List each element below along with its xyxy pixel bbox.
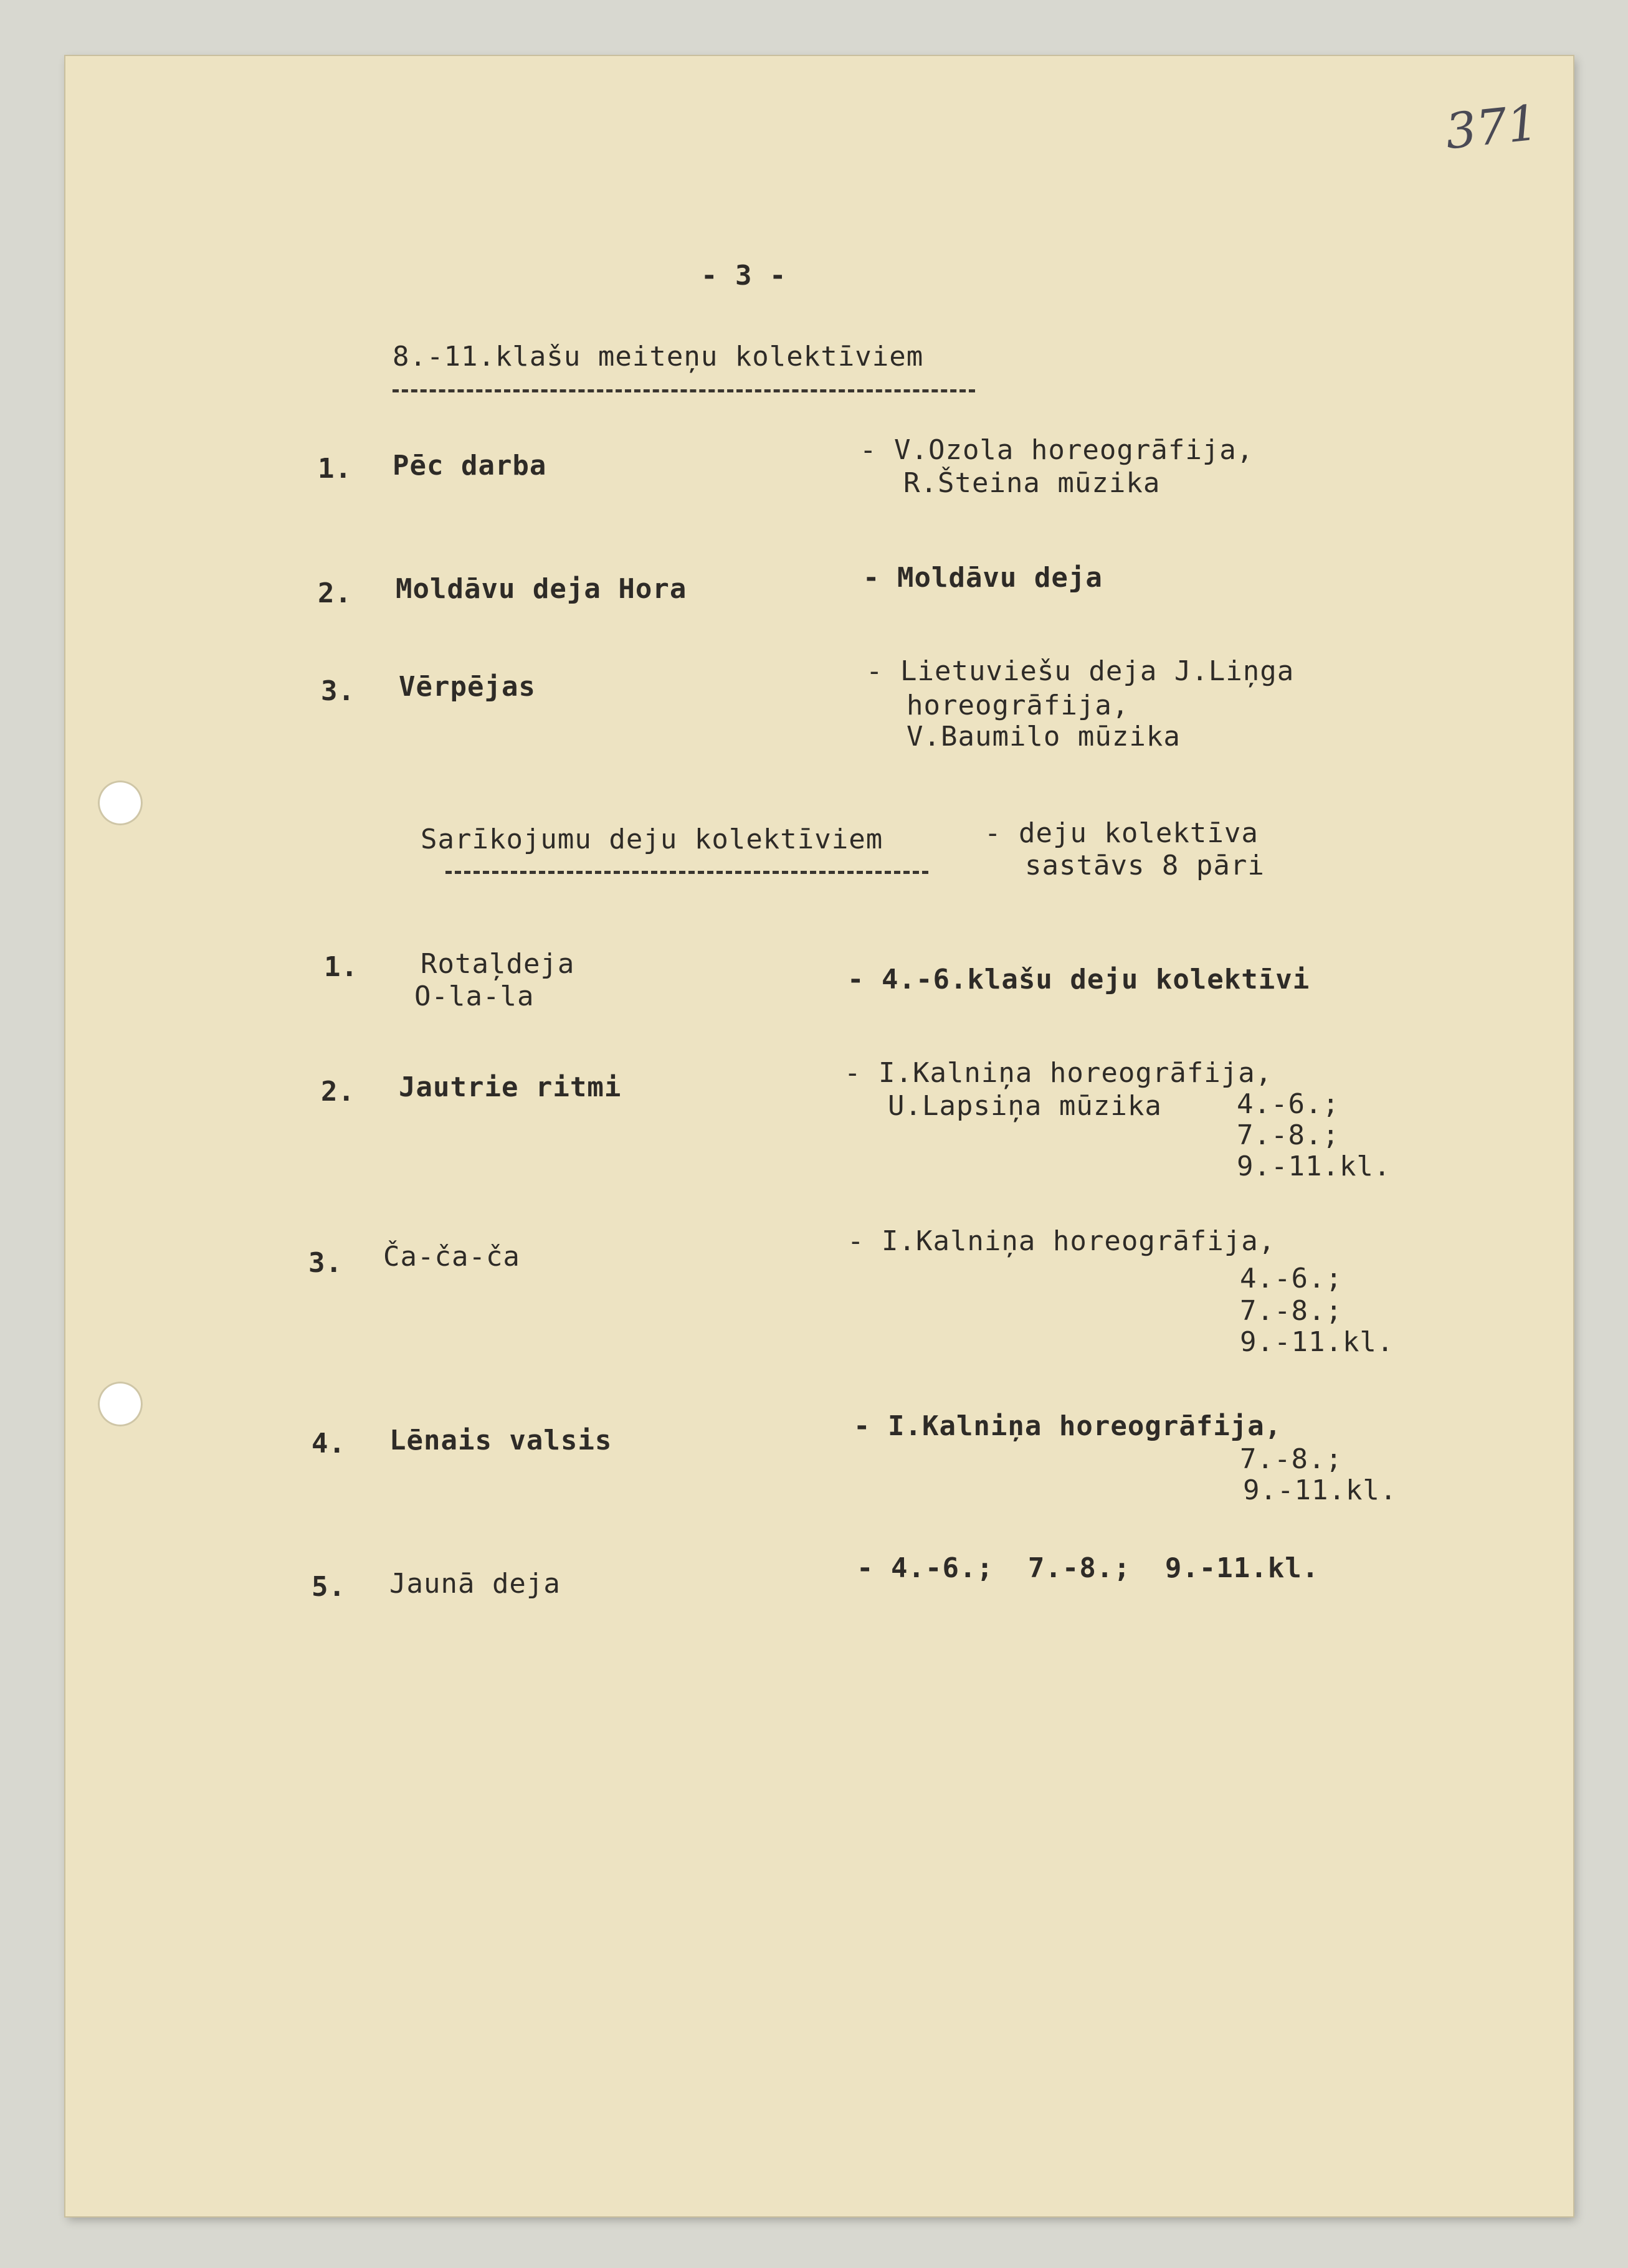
punch-hole-bottom [98, 1382, 143, 1426]
s1-item1-title: Pēc darba [393, 450, 547, 482]
s2-item1-desc-1: - 4.-6.klašu deju kolektīvi [847, 964, 1310, 995]
section2-heading-underline [445, 871, 928, 874]
s2-item2-grade-3: 9.-11.kl. [1237, 1151, 1391, 1182]
document-page [65, 56, 1573, 2216]
section1-heading: 8.-11.klašu meiteņu kolektīviem [393, 341, 924, 372]
s2-item3-title-1: Ča-ča-ča [383, 1241, 520, 1273]
s1-item1-desc-1: - V.Ozola horeogrāfija, [860, 434, 1254, 466]
page-number: - 3 - [701, 260, 787, 292]
s1-item2-desc-1: - Moldāvu deja [863, 562, 1103, 594]
s2-item1-title-1: Rotaļdeja [421, 948, 575, 980]
s2-item2-grade-1: 4.-6.; [1237, 1088, 1340, 1120]
s2-item5-desc-1: - 4.-6.; 7.-8.; 9.-11.kl. [857, 1552, 1320, 1584]
s2-item4-grade-2: 9.-11.kl. [1243, 1474, 1397, 1506]
s2-item1-num: 1. [324, 951, 358, 983]
s2-item3-grade-2: 7.-8.; [1240, 1295, 1343, 1327]
s2-item5-num: 5. [312, 1571, 346, 1603]
section2-heading: Sarīkojumu deju kolektīviem [421, 823, 883, 855]
s1-item3-num: 3. [321, 675, 355, 707]
s2-item3-grade-3: 9.-11.kl. [1240, 1326, 1394, 1358]
s1-item2-num: 2. [318, 577, 352, 609]
s2-item2-num: 2. [321, 1076, 355, 1108]
s2-item1-title-2: O-la-la [414, 980, 535, 1012]
s2-item4-num: 4. [312, 1428, 346, 1459]
s2-item2-desc-1: - I.Kalniņa horeogrāfija, [844, 1057, 1273, 1089]
s1-item1-num: 1. [318, 453, 352, 485]
s1-item3-desc-2: horeogrāfija, [907, 690, 1130, 721]
s2-item4-desc-1: - I.Kalniņa horeogrāfija, [854, 1410, 1282, 1442]
s2-item5-title-1: Jaunā deja [389, 1568, 561, 1600]
s1-item2-title: Moldāvu deja Hora [396, 573, 687, 605]
s1-item3-desc-3: V.Baumilo mūzika [907, 721, 1181, 752]
s2-item4-grade-1: 7.-8.; [1240, 1443, 1343, 1475]
s2-item2-title-1: Jautrie ritmi [399, 1071, 622, 1103]
section2-note-2: sastāvs 8 pāri [1025, 850, 1265, 881]
s1-item3-title: Vērpējas [399, 671, 536, 703]
s1-item3-desc-1: - Lietuviešu deja J.Liņga [866, 655, 1295, 687]
s1-item1-desc-2: R.Šteina mūzika [903, 467, 1161, 499]
section2-note-1: - deju kolektīva [984, 817, 1259, 849]
s2-item4-title-1: Lēnais valsis [389, 1425, 612, 1456]
s2-item2-desc-2: U.Lapsiņa mūzika [888, 1090, 1162, 1122]
s2-item2-grade-2: 7.-8.; [1237, 1119, 1340, 1151]
s2-item3-num: 3. [308, 1247, 343, 1279]
punch-hole-top [98, 781, 143, 825]
section1-heading-underline [393, 389, 975, 392]
s2-item3-desc-1: - I.Kalniņa horeogrāfija, [847, 1225, 1276, 1257]
s2-item3-grade-1: 4.-6.; [1240, 1263, 1343, 1294]
archive-number: 371 [1442, 95, 1541, 161]
